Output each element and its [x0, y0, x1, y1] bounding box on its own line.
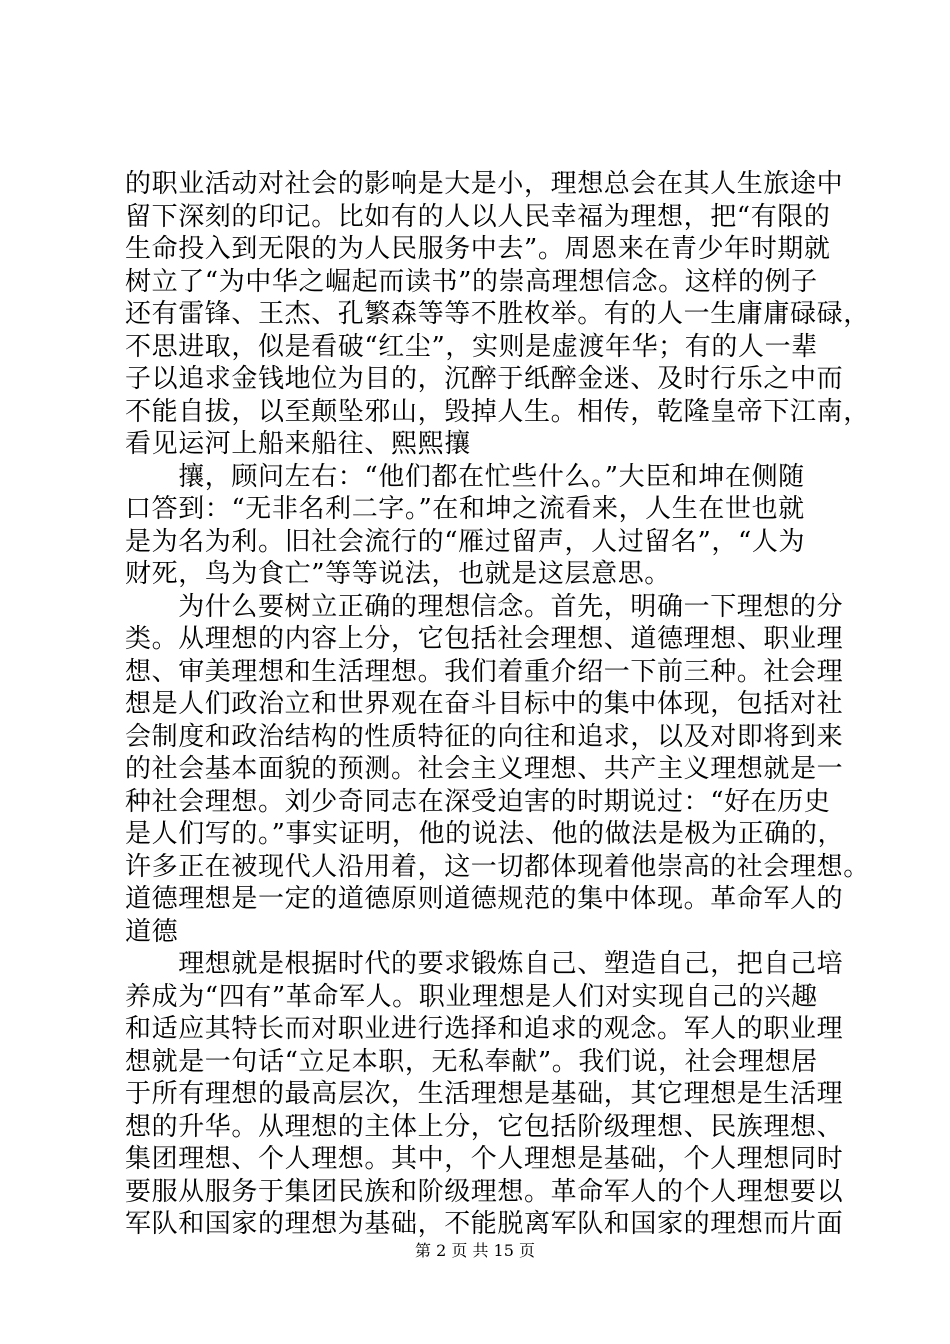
- text-line: 道德: [125, 916, 179, 947]
- text-line: 军队和国家的理想为基础，不能脱离军队和国家的理想而片面: [125, 1209, 844, 1239]
- text-line: 留下深刻的印记。比如有的人以人民幸福为理想，把“有限的: [125, 201, 831, 232]
- body-text: [125, 168, 870, 1241]
- text-line: 攘，顾问左右：“他们都在忙些什么。”大臣和坤在侧随: [125, 461, 805, 492]
- text-line: 道德理想是一定的道德原则道德规范的集中体现。革命军人的: [125, 884, 844, 914]
- text-line: 想就是一句话“立足本职，无私奉献”。我们说，社会理想居: [125, 1046, 818, 1077]
- text-line: 是人们写的。”事实证明，他的说法、他的做法是极为正确的，: [125, 819, 845, 849]
- text-line: 财死，鸟为食亡”等等说法，也就是这层意思。: [125, 559, 671, 589]
- text-line: 的社会基本面貌的预测。社会主义理想、共产主义理想就是一: [125, 754, 844, 784]
- text-line: 要服从服务于集团民族和阶级理想。革命军人的个人理想要以: [125, 1176, 844, 1207]
- page-number-footer: 第 2 页 共 15 页: [415, 1241, 535, 1260]
- text-line: 养成为“四有”革命军人。职业理想是人们对实现自己的兴趣: [125, 981, 818, 1012]
- text-line: 想的升华。从理想的主体上分，它包括阶级理想、民族理想、: [125, 1111, 844, 1142]
- text-line: 会制度和政治结构的性质特征的向往和追求，以及对即将到来: [125, 721, 844, 752]
- text-line: 许多正在被现代人沿用着，这一切都体现着他崇高的社会理想。: [125, 851, 870, 882]
- text-line: 的职业活动对社会的影响是大是小，理想总会在其人生旅途中: [125, 169, 844, 199]
- text-line: 种社会理想。刘少奇同志在深受迫害的时期说过：“好在历史: [125, 786, 831, 817]
- text-line: 生命投入到无限的为人民服务中去”。周恩来在青少年时期就: [125, 234, 831, 264]
- text-line: 于所有理想的最高层次，生活理想是基础，其它理想是生活理: [125, 1079, 844, 1109]
- text-line: 类。从理想的内容上分，它包括社会理想、道德理想、职业理: [125, 624, 844, 654]
- text-line: 想是人们政治立和世界观在奋斗目标中的集中体现，包括对社: [125, 689, 844, 719]
- text-line: 集团理想、个人理想。其中，个人理想是基础，个人理想同时: [125, 1144, 844, 1174]
- text-line: 树立了“为中华之崛起而读书”的崇高理想信念。这样的例子: [125, 266, 818, 297]
- text-line: 理想就是根据时代的要求锻炼自己、塑造自己，把自己培: [125, 949, 844, 979]
- text-line: 想、审美理想和生活理想。我们着重介绍一下前三种。社会理: [125, 656, 844, 687]
- text-line: 是为名为利。旧社会流行的“雁过留声，人过留名”，“人为: [125, 526, 806, 557]
- text-line: 为什么要树立正确的理想信念。首先，明确一下理想的分: [125, 591, 844, 622]
- text-line: 还有雷锋、王杰、孔繁森等等不胜枚举。有的人一生庸庸碌碌，: [125, 299, 870, 329]
- text-line: 和适应其特长而对职业进行选择和追求的观念。军人的职业理: [125, 1014, 844, 1044]
- text-line: 不能自拔，以至颠坠邪山，毁掉人生。相传，乾隆皇帝下江南，: [125, 396, 870, 427]
- text-line: 子以追求金钱地位为目的，沉醉于纸醉金迷、及时行乐之中而: [125, 364, 844, 394]
- text-line: 口答到：“无非名利二字。”在和坤之流看来，人生在世也就: [125, 494, 805, 524]
- text-line: 不思进取，似是看破“红尘”，实则是虚渡年华；有的人一辈: [125, 331, 818, 362]
- text-line: 看见运河上船来船往、熙熙攘: [125, 429, 471, 459]
